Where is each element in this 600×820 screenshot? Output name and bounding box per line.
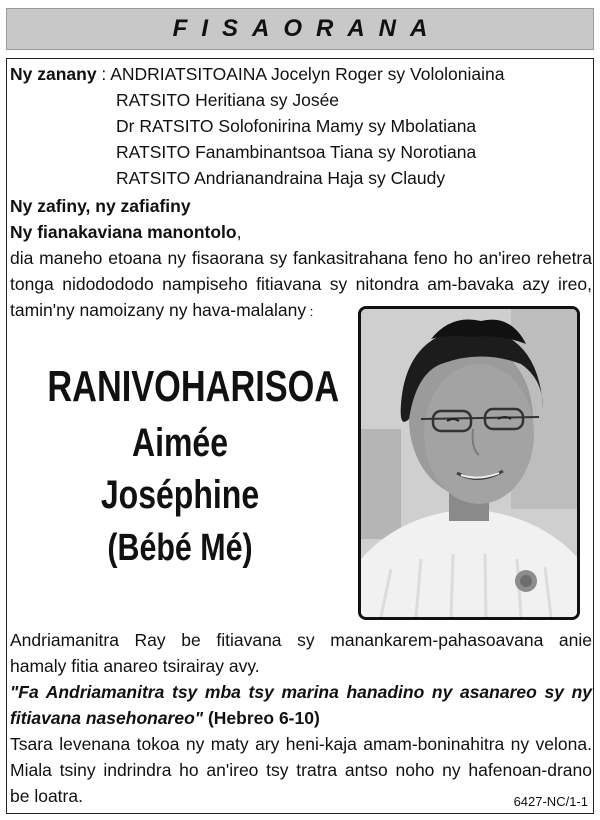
- children-separator: :: [96, 64, 111, 84]
- deceased-second-name: Joséphine: [100, 473, 260, 517]
- header-banner: [6, 8, 594, 50]
- final-text: Miala tsiny indrindra ho an'ireo tsy tratra antso noho ny hafenoan-drano: [10, 760, 592, 780]
- page-title: FISAORANA: [172, 15, 442, 42]
- thanks-text: [10, 298, 313, 324]
- children-label: Ny zanany: [10, 64, 97, 84]
- deceased-first-name: Aimée: [131, 421, 229, 465]
- closing-text: hamaly fitia anareo tsirairay avy.: [10, 656, 260, 676]
- reference-code: 6427-NC/1-1: [513, 794, 588, 809]
- child-name: Dr RATSITO Solofonirina Mamy sy Mbolatiana: [116, 116, 477, 136]
- thanks-last: tamin'ny namoizany ny hava-malalany: [10, 300, 307, 320]
- thanks-colon: :: [306, 304, 314, 319]
- thanks-text: dia maneho etoana ny fisaorana sy fankasitrahana feno ho an'ireo rehetra: [10, 248, 592, 268]
- bible-verse-text: fitiavana nasehonareo": [10, 708, 204, 728]
- family-line: [10, 220, 241, 244]
- grandchildren-line: [10, 194, 191, 218]
- deceased-nickname: (Bébé Mé): [107, 527, 253, 569]
- closing-text: Andriamanitra Ray be fitiavana sy manankarem-pahasoavana anie: [10, 630, 592, 650]
- bible-verse: "Fa Andriamanitra tsy mba tsy marina hanadino ny asanareo sy ny: [10, 682, 592, 702]
- family-comma: ,: [236, 222, 242, 242]
- child-name: RATSITO Fanambinantsoa Tiana sy Norotiana: [116, 142, 477, 162]
- bible-reference: (Hebreo 6-10): [203, 708, 320, 728]
- final-text: be loatra.: [10, 786, 83, 806]
- grandchildren-label: Ny zafiny, ny zafiafiny: [10, 196, 191, 216]
- child-name: ANDRIATSITOAINA Jocelyn Roger sy Vololoniaina: [110, 64, 505, 84]
- bible-verse-end: [10, 706, 320, 730]
- thanks-text: tonga nidodododo nampiseho fitiavana sy nitondra am-bavaka azy ireo,: [10, 274, 592, 294]
- family-label: Ny fianakaviana manontolo: [10, 222, 237, 242]
- deceased-surname: RANIVOHARISOA: [47, 362, 340, 411]
- portrait-illustration: [361, 309, 577, 617]
- portrait-photo: [358, 306, 580, 620]
- final-text: Tsara levenana tokoa ny maty ary heni-kaja amam-boninahitra ny velona.: [10, 734, 592, 754]
- children-line: [10, 62, 504, 86]
- child-name: RATSITO Heritiana sy Josée: [116, 90, 340, 110]
- child-name: RATSITO Andrianandraina Haja sy Claudy: [116, 168, 446, 188]
